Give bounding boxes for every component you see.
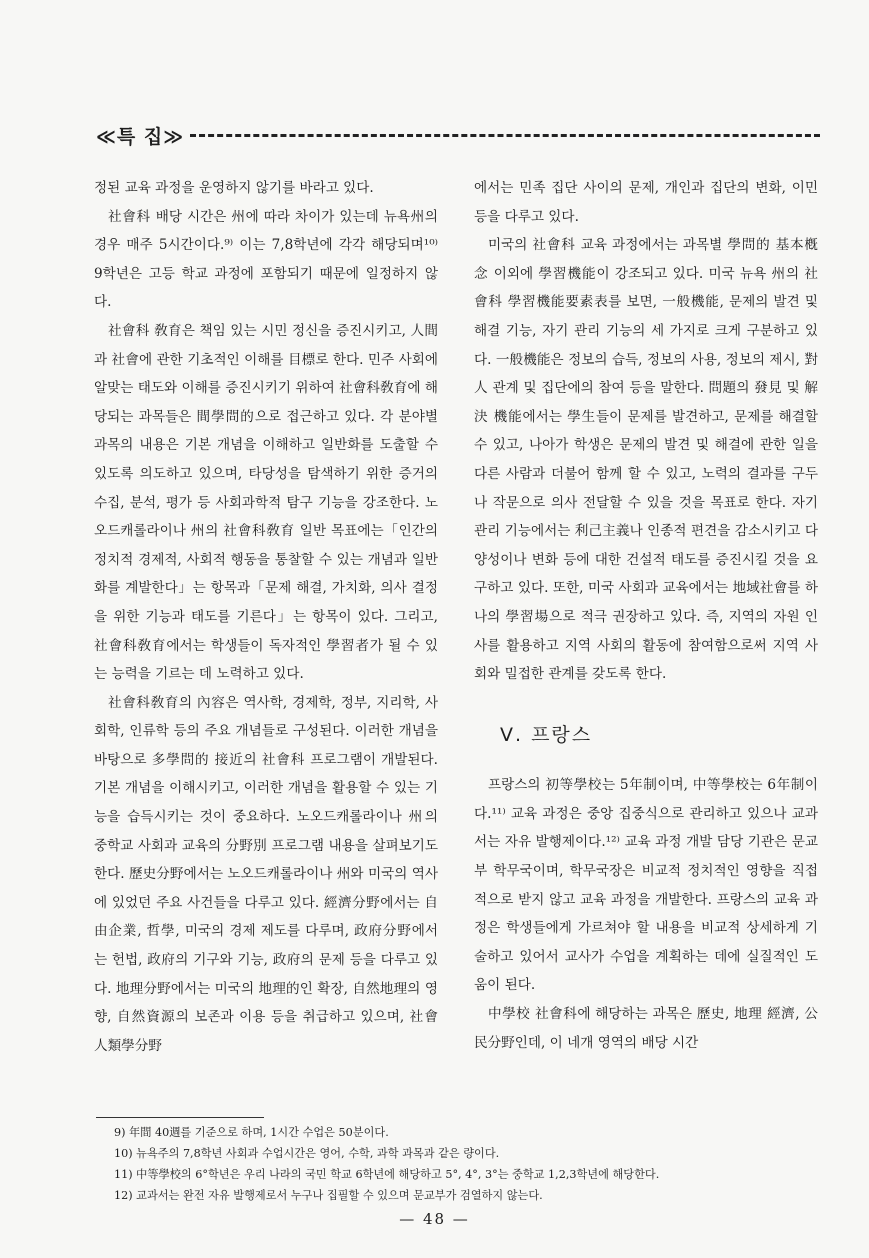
- footnotes: [96, 1117, 836, 1206]
- footnote: 11) 中等學校의 6°학년은 우리 나라의 국민 학교 6학년에 해당하고 5°, 4°, 3°는 중학교 1,2,3학년에 해당한다.: [114, 1168, 660, 1181]
- paragraph: 社會科敎育의 內容은 역사학, 경제학, 정부, 지리학, 사회학, 인류학 등의 주요 개념들로 구성된다. 이러한 개념을 바탕으로 多學問的 接近의 社會科 프로그램이 개발된다. 기본 개념을 이해시키고, 이러한 개념을 활용할 수 있는 기능을 습득시키는 것이 중요하다. 노오드캐롤라이나 州의 중학교 사회과 교육의 分野別 프로그램 내용을 살펴보기도 한다. 歷史分野에서는 노오드캐롤라이나 州와 미국의 역사에 있었던 주요 사건들을 다루고 있다. 經濟分野에서는 自由企業, 哲學, 미국의 경제 제도를 다루며, 政府分野에서는 헌법, 政府의 기구와 기능, 政府의 문제 등을 다루고 있다. 地理分野에서는 미국의 地理的인 확장, 自然地理의 영향, 自然資源의 보존과 이용 등을 취급하고 있으며, 社會人類學分野: [94, 694, 438, 1054]
- paragraph: 프랑스의 初等學校는 5年制이며, 中等學校는 6年制이다.¹¹⁾ 교육 과정은 중앙 집중식으로 관리하고 있으나 교과서는 자유 발행제이다.¹²⁾ 교육 과정 개발 담당 기관은 문교부 학무국이며, 학무국장은 비교적 정치적인 영향을 직접적으로 받지 않고 교육 과정을 개발한다. 프랑스의 교육 과정은 학생들에게 가르쳐야 할 내용을 비교적 상세하게 기술하고 있어서 교사가 수업을 계획하는 데에 실질적인 도움이 된다.: [474, 777, 818, 994]
- footnote: 9) 年間 40週를 기준으로 하며, 1시간 수업은 50분이다.: [114, 1126, 389, 1139]
- footnote: 12) 교과서는 완전 자유 발행제로서 누구나 집필할 수 있으며 문교부가 검열하지 않는다.: [114, 1189, 543, 1202]
- paragraph: 미국의 社會科 교육 과정에서는 과목별 學問的 基本槪念 이외에 學習機能이 강조되고 있다. 미국 뉴욕 州의 社會科 學習機能要素表를 보면, 一般機能, 문제의 발견 및 해결 기능, 자기 관리 기능의 세 가지로 크게 구분하고 있다. 一般機能은 정보의 습득, 정보의 사용, 정보의 제시, 對人 관계 및 집단에의 참여 등을 말한다. 問題의 發見 및 解決 機能에서는 學生들이 문제를 발견하고, 문제를 해결할 수 있고, 나아가 학생은 문제의 발견 및 해결에 관한 일을 다른 사람과 더불어 함께 할 수 있고, 노력의 결과를 구두나 작문으로 의사 전달할 수 있을 것을 목표로 한다. 자기 관리 기능에서는 利己主義나 인종적 편견을 감소시키고 다양성이나 변화 등에 대한 건설적 태도를 증진시킬 것을 요구하고 있다. 또한, 미국 사회과 교육에서는 地域社會를 하나의 學習場으로 적극 권장하고 있다. 즉, 지역의 자원 인사를 활용하고 지역 사회의 활동에 참여함으로써 지역 사회와 밀접한 관계를 갖도록 한다.: [474, 237, 818, 683]
- paragraph: 中學校 社會科에 해당하는 과목은 歷史, 地理 經濟, 公民分野인데, 이 네개 영역의 배당 시간: [474, 1006, 818, 1051]
- header-dashed-rule: [190, 134, 820, 137]
- section-heading: Ⅴ. 프랑스: [500, 723, 593, 746]
- paragraph: 정된 교육 과정을 운영하지 않기를 바라고 있다.: [94, 180, 374, 196]
- running-header: [96, 120, 820, 150]
- left-column: [94, 174, 438, 1060]
- right-column: [474, 174, 818, 1057]
- page-number: — 48 —: [399, 1210, 470, 1228]
- footnote: 10) 뉴욕주의 7,8학년 사회과 수업시간은 영어, 수학, 과학 과목과 같은 량이다.: [114, 1147, 500, 1160]
- paragraph: 社會科 배당 시간은 州에 따라 차이가 있는데 뉴욕州의 경우 매주 5시간이다.⁹⁾ 이는 7,8학년에 각각 해당되며¹⁰⁾ 9학년은 고등 학교 과정에 포함되기 때문에 일정하지 않다.: [94, 208, 438, 311]
- footnote-rule: [96, 1117, 264, 1118]
- header-title: ≪특 집≫: [96, 125, 185, 148]
- paragraph: 에서는 민족 집단 사이의 문제, 개인과 집단의 변화, 이민 등을 다루고 있다.: [474, 180, 818, 225]
- paragraph: 社會科 敎育은 책임 있는 시민 정신을 증진시키고, 人間과 社會에 관한 기초적인 이해를 目標로 한다. 민주 사회에 알맞는 태도와 이해를 증진시키기 위하여 社會科敎育에 해당되는 과목들은 間學問的으로 접근하고 있다. 각 분야별 과목의 내용은 기본 개념을 이해하고 일반화를 도출할 수 있도록 의도하고 있으며, 타당성을 탐색하기 위한 증거의 수집, 분석, 평가 등 사회과학적 탐구 기능을 강조한다. 노오드캐롤라이나 州의 社會科敎育 일반 목표에는「인간의 정치적 경제적, 사회적 행동을 통찰할 수 있는 개념과 일반화를 계발한다」는 항목과「문제 해결, 가치화, 의사 결정을 위한 기능과 태도를 기른다」는 항목이 있다. 그리고, 社會科敎育에서는 학생들이 독자적인 學習者가 될 수 있는 능력을 기르는 데 노력하고 있다.: [94, 322, 438, 683]
